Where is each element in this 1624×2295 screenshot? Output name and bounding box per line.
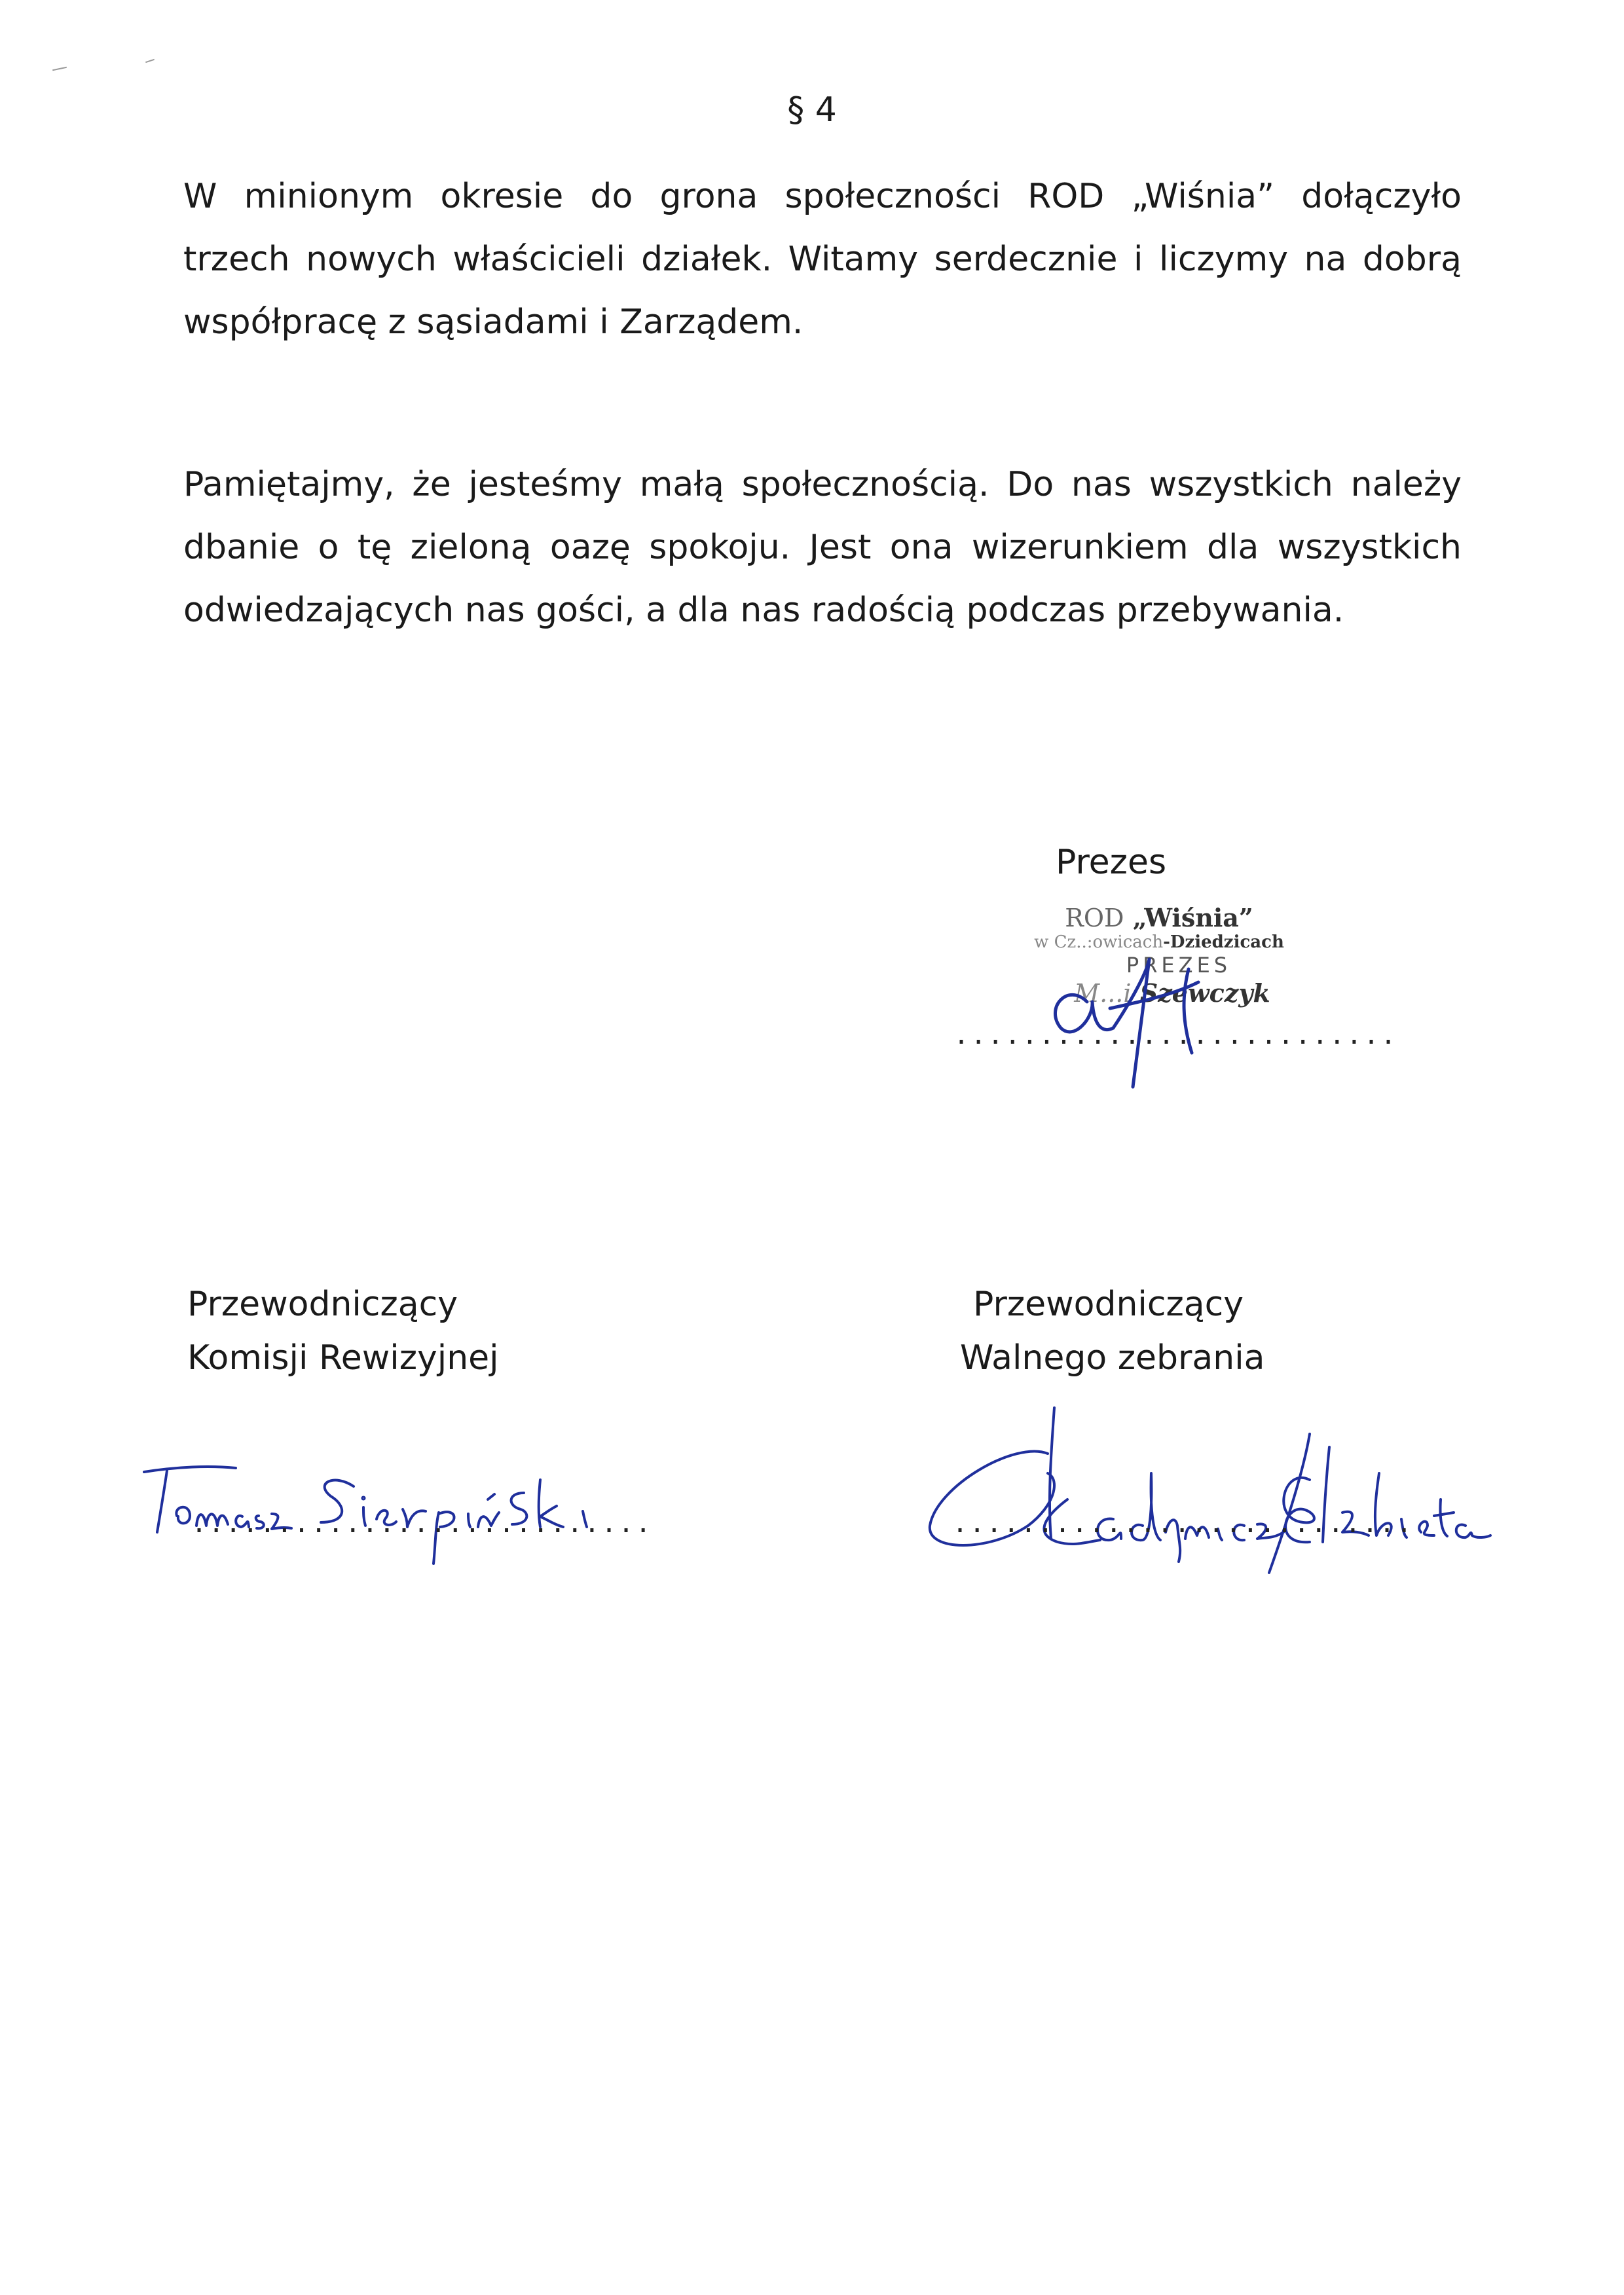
stamp-surname: Szewczyk [1139,978,1270,1008]
scan-artifact [145,59,155,63]
stamp-org-garden: „Wiśnia” [1124,903,1253,932]
paragraph-line: W minionym okresie do grona społeczności ROD „Wiśnia” dołączyło [183,177,1462,216]
paragraph-line: trzech nowych właścicieli działek. Witamy serdecznie i liczymy na dobrą [183,240,1462,279]
paragraph-line: dbanie o tę zieloną oazę spokoju. Jest ona wizerunkiem dla wszystkich [183,528,1462,567]
paragraph-new-members [183,165,1462,354]
audit-chair-signature-line: ........................... [191,1509,653,1539]
president-signature-line: .......................... [953,1020,1398,1050]
scan-artifact [52,67,67,71]
president-title: Prezes [1056,843,1167,882]
audit-chair-title [187,1277,499,1385]
paragraph-line: Pamiętajmy, że jesteśmy małą społecznością. Do nas wszystkich należy [183,465,1462,504]
stamp-org-name: ROD [1065,904,1124,932]
stamp-line-location [1008,932,1310,952]
paragraph-community [183,453,1462,642]
stamp-location-faint: w Cz..:owicach [1034,932,1164,952]
paragraph-line: współpracę z sąsiadami i Zarządem. [183,303,803,342]
assembly-chair-title [960,1277,1265,1385]
audit-chair-title-line2: Komisji Rewizyjnej [187,1338,499,1378]
assembly-chair-title-line2: Walnego zebrania [960,1338,1265,1378]
section-heading: § 4 [787,90,837,130]
paragraph-line: odwiedzających nas gości, a dla nas radością podczas przebywania. [183,591,1344,630]
assembly-chair-title-line1: Przewodniczący [973,1285,1244,1324]
assembly-chair-signature [917,1401,1493,1578]
stamp-firstname: M...i [1074,979,1132,1008]
stamp-role: PREZES [1126,953,1232,978]
stamp-line-org [1008,904,1310,932]
assembly-chair-signature-line: ........................... [952,1509,1414,1539]
stamp-location: -Dziedzicach [1163,932,1284,952]
audit-chair-title-line1: Przewodniczący [187,1285,458,1324]
